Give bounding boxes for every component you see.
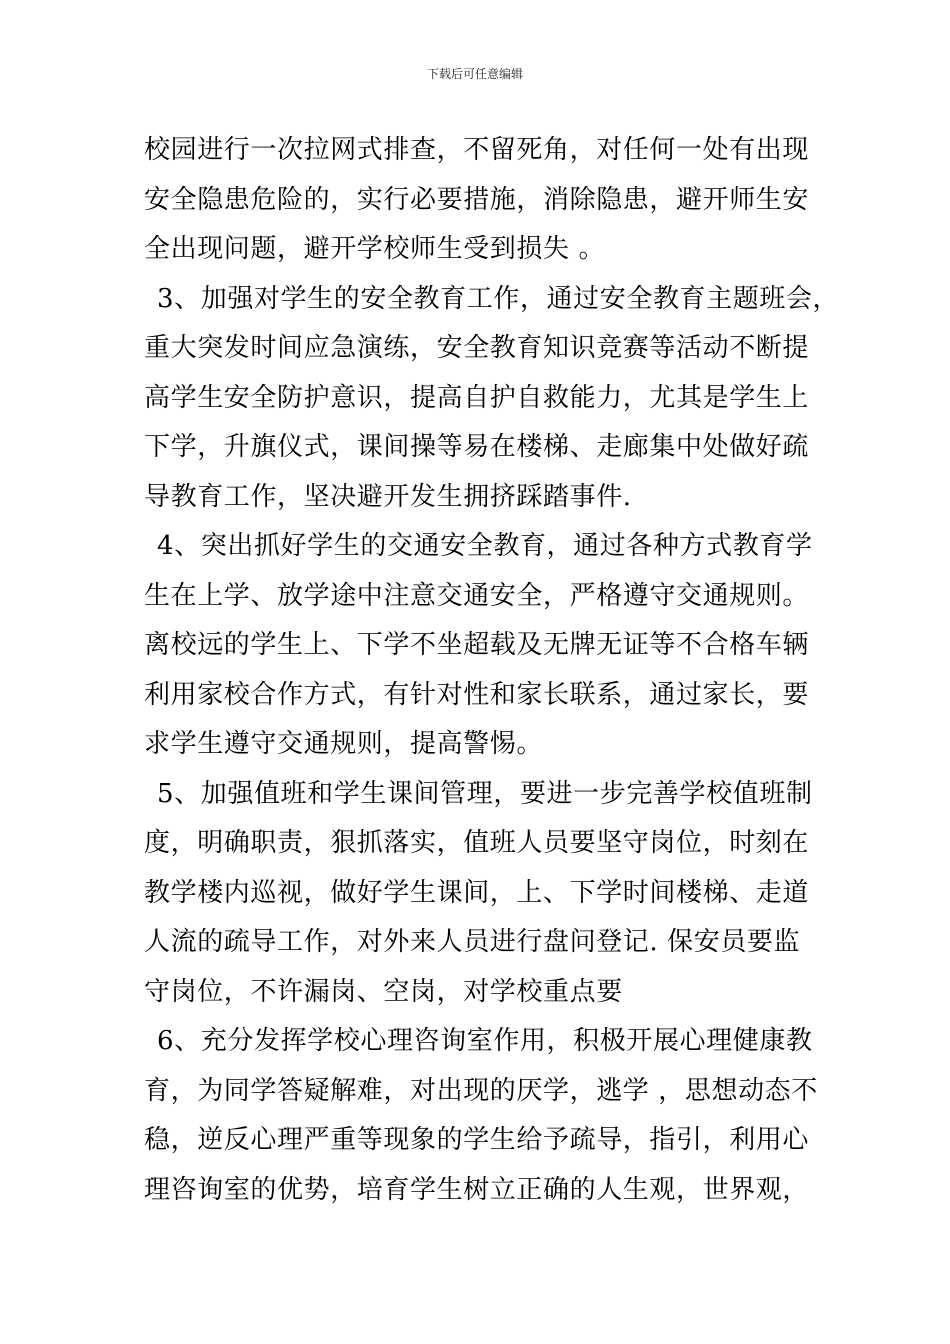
text-line: 生在上学、放学途中注意交通安全，严格遵守交通规则。: [144, 580, 810, 611]
text-line: 高学生安全防护意识，提高自护自救能力，尤其是学生上: [144, 382, 810, 413]
text-line: 5、加强值班和学生课间管理，要进一步完善学校值班制: [157, 778, 813, 809]
text-line: 4、突出抓好学生的交通安全教育，通过各种方式教育学: [157, 531, 813, 561]
text-line: 3、加强对学生的安全教育工作，通过安全教育主题班会，: [157, 283, 840, 314]
document-body: [144, 126, 840, 1215]
text-line: 人流的疏导工作，对外来人员进行盘问登记. 保安员要监: [144, 927, 801, 957]
text-line: 稳，逆反心理严重等现象的学生给予疏导，指引，利用心: [144, 1125, 810, 1155]
text-line: 校园进行一次拉网式排查，不留死角，对任何一处有出现: [144, 135, 810, 165]
text-line: 导教育工作，坚决避开发生拥挤踩踏事件.: [144, 481, 632, 512]
page-header: 下载后可任意编辑: [426, 67, 523, 81]
text-line: 教学楼内巡视，做好学生课间，上、下学时间楼梯、走道: [144, 877, 810, 908]
text-line: 离校远的学生上、下学不坐超载及无牌无证等不合格车辆: [144, 630, 810, 660]
text-line: 育，为同学答疑解难，对出现的厌学，逃学 ，思想动态不: [144, 1075, 818, 1106]
text-line: 利用家校合作方式，有针对性和家长联系，通过家长，要: [144, 679, 810, 710]
text-line: 6、充分发挥学校心理咨询室作用，积极开展心理健康教: [157, 1026, 813, 1056]
text-line: 求学生遵守交通规则，提高警惕。: [144, 729, 544, 759]
text-line: 守岗位，不许漏岗、空岗，对学校重点要: [144, 976, 623, 1007]
text-line: 重大突发时间应急演练，安全教育知识竞赛等活动不断提: [144, 333, 810, 363]
text-line: 下学，升旗仪式，课间操等易在楼梯、走廊集中处做好疏: [144, 432, 810, 462]
text-line: 全出现问题，避开学校师生受到损失 。: [144, 234, 606, 264]
text-line: 安全隐患危险的，实行必要措施，消除隐患，避开师生安: [144, 184, 810, 215]
text-line: 度，明确职责，狠抓落实，值班人员要坚守岗位，时刻在: [144, 828, 810, 858]
text-line: 理咨询室的优势，培育学生树立正确的人生观，世界观，: [144, 1174, 810, 1205]
